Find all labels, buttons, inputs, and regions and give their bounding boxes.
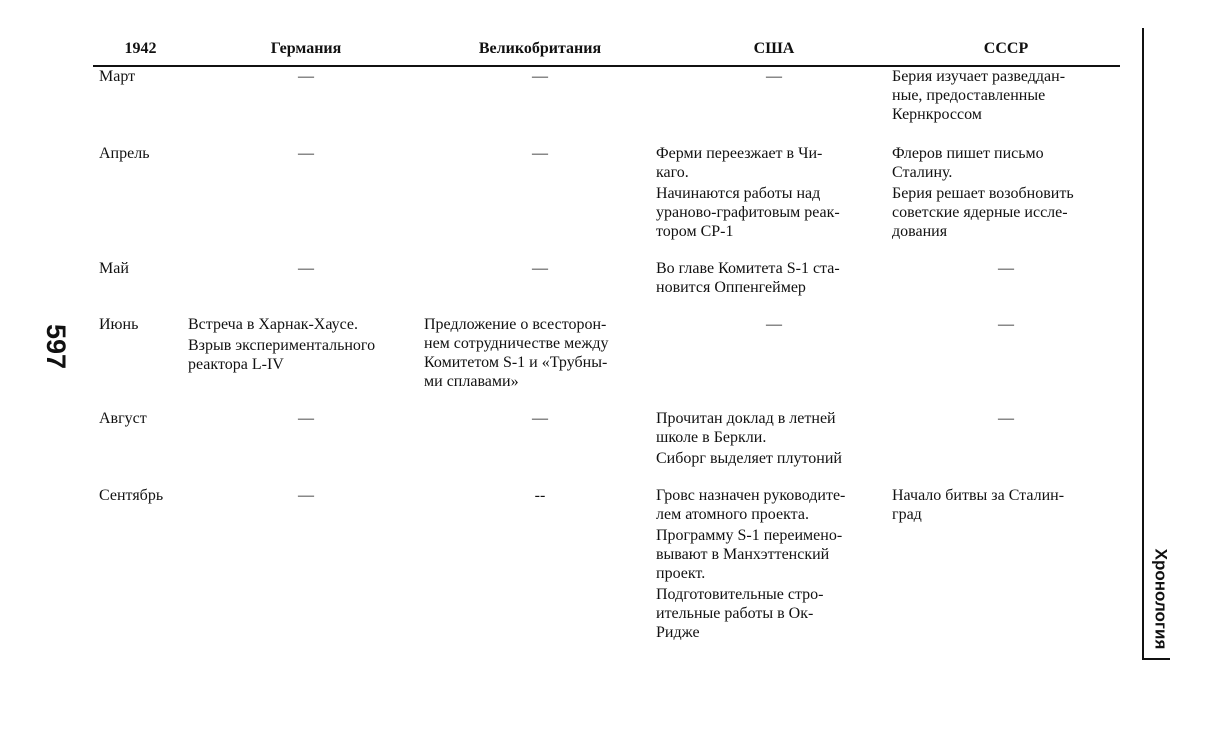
event-text-line: Берия изучает разведдан- xyxy=(892,68,1066,85)
usa-empty-cell: — xyxy=(766,316,782,333)
event-text-line: ные, предоставленные xyxy=(892,87,1046,104)
event-text-line: Кернкроссом xyxy=(892,106,982,123)
event-paragraph xyxy=(424,315,652,391)
event-paragraph xyxy=(656,526,888,583)
germany-empty-cell: — xyxy=(298,487,314,504)
month-cell: Август xyxy=(99,410,147,427)
side-rule xyxy=(1142,28,1144,660)
usa-event-cell xyxy=(656,144,892,259)
great-britain-event-cell xyxy=(424,315,656,409)
side-rule-foot xyxy=(1142,658,1170,660)
germany-empty-cell: — xyxy=(298,68,314,85)
event-paragraph xyxy=(656,449,888,468)
event-text-line: новится Оппенгеймер xyxy=(656,279,806,296)
month-cell: Июнь xyxy=(99,316,139,333)
month-cell: Апрель xyxy=(99,145,150,162)
event-text-line: Сиборг выделяет плутоний xyxy=(656,450,842,467)
great-britain-empty-cell: — xyxy=(532,145,548,162)
event-paragraph xyxy=(656,486,888,524)
event-text-line: Гровс назначен руководите- xyxy=(656,487,846,504)
event-text-line: ураново-графитовым реак- xyxy=(656,204,840,221)
event-text-line: Во главе Комитета S-1 ста- xyxy=(656,260,840,277)
event-text-line: школе в Беркли. xyxy=(656,429,767,446)
event-text-line: ительные работы в Ок- xyxy=(656,605,814,622)
usa-event-cell xyxy=(656,409,892,486)
great-britain-empty-cell: — xyxy=(532,68,548,85)
germany-empty-cell: — xyxy=(298,145,314,162)
event-text-line: нем сотрудничестве между xyxy=(424,335,609,352)
table-header-row xyxy=(93,36,1120,66)
header-usa: США xyxy=(656,36,892,66)
event-text-line: Сталину. xyxy=(892,164,953,181)
table-row xyxy=(93,409,1120,486)
event-text-line: Начинаются работы над xyxy=(656,185,821,202)
event-text-line: реактора L-IV xyxy=(188,356,284,373)
event-text-line: советские ядерные иссле- xyxy=(892,204,1068,221)
event-text-line: Ферми переезжает в Чи- xyxy=(656,145,823,162)
event-text-line: лем атомного проекта. xyxy=(656,506,809,523)
germany-empty-cell: — xyxy=(298,260,314,277)
header-year: 1942 xyxy=(93,36,188,66)
month-cell: Сентябрь xyxy=(99,487,164,504)
event-text-line: Программу S-1 переимено- xyxy=(656,527,843,544)
table-row xyxy=(93,144,1120,259)
event-text-line: вывают в Манхэттенский xyxy=(656,546,830,563)
great-britain-empty-cell: — xyxy=(532,260,548,277)
event-paragraph xyxy=(892,486,1116,524)
table-row xyxy=(93,486,1120,644)
event-paragraph xyxy=(188,315,420,334)
event-text-line: Подготовительные стро- xyxy=(656,586,824,603)
event-paragraph xyxy=(656,144,888,182)
event-text-line: тором CP-1 xyxy=(656,223,734,240)
header-germany: Германия xyxy=(188,36,424,66)
table-row xyxy=(93,259,1120,315)
germany-event-cell xyxy=(188,315,424,409)
event-paragraph xyxy=(188,336,420,374)
table-row xyxy=(93,66,1120,144)
event-text-line: Встреча в Харнак-Хаусе. xyxy=(188,316,359,333)
event-text-line: ми сплавами» xyxy=(424,373,519,390)
event-paragraph xyxy=(656,184,888,241)
event-text-line: Берия решает возобновить xyxy=(892,185,1074,202)
event-paragraph xyxy=(656,585,888,642)
event-text-line: град xyxy=(892,506,922,523)
usa-event-cell xyxy=(656,486,892,644)
event-text-line: Комитетом S-1 и «Трубны- xyxy=(424,354,608,371)
header-ussr: СССР xyxy=(892,36,1120,66)
event-text-line: Взрыв экспериментального xyxy=(188,337,376,354)
event-text-line: каго. xyxy=(656,164,689,181)
event-paragraph xyxy=(892,184,1116,241)
table-body xyxy=(93,66,1120,644)
ussr-event-cell xyxy=(892,144,1120,259)
usa-empty-cell: — xyxy=(766,68,782,85)
chronology-table xyxy=(93,36,1120,644)
ussr-event-cell xyxy=(892,66,1120,144)
page-number: 597 xyxy=(41,323,72,369)
ussr-empty-cell: — xyxy=(998,410,1014,427)
event-text-line: Ридже xyxy=(656,624,700,641)
event-text-line: Предложение о всесторон- xyxy=(424,316,607,333)
usa-event-cell xyxy=(656,259,892,315)
header-great-britain: Великобритания xyxy=(424,36,656,66)
month-cell: Март xyxy=(99,68,136,85)
table-row xyxy=(93,315,1120,409)
event-paragraph xyxy=(656,259,888,297)
event-text-line: Начало битвы за Сталин- xyxy=(892,487,1065,504)
event-text-line: Прочитан доклад в летней xyxy=(656,410,836,427)
ussr-empty-cell: — xyxy=(998,260,1014,277)
month-cell: Май xyxy=(99,260,129,277)
great-britain-empty-cell: -- xyxy=(534,487,546,504)
event-text-line: проект. xyxy=(656,565,706,582)
event-text-line: Флеров пишет письмо xyxy=(892,145,1044,162)
ussr-empty-cell: — xyxy=(998,316,1014,333)
ussr-event-cell xyxy=(892,486,1120,644)
event-paragraph xyxy=(892,67,1116,124)
germany-empty-cell: — xyxy=(298,410,314,427)
event-paragraph xyxy=(892,144,1116,182)
event-paragraph xyxy=(656,409,888,447)
section-title: Хронология xyxy=(1151,548,1170,650)
great-britain-empty-cell: — xyxy=(532,410,548,427)
event-text-line: дования xyxy=(892,223,948,240)
